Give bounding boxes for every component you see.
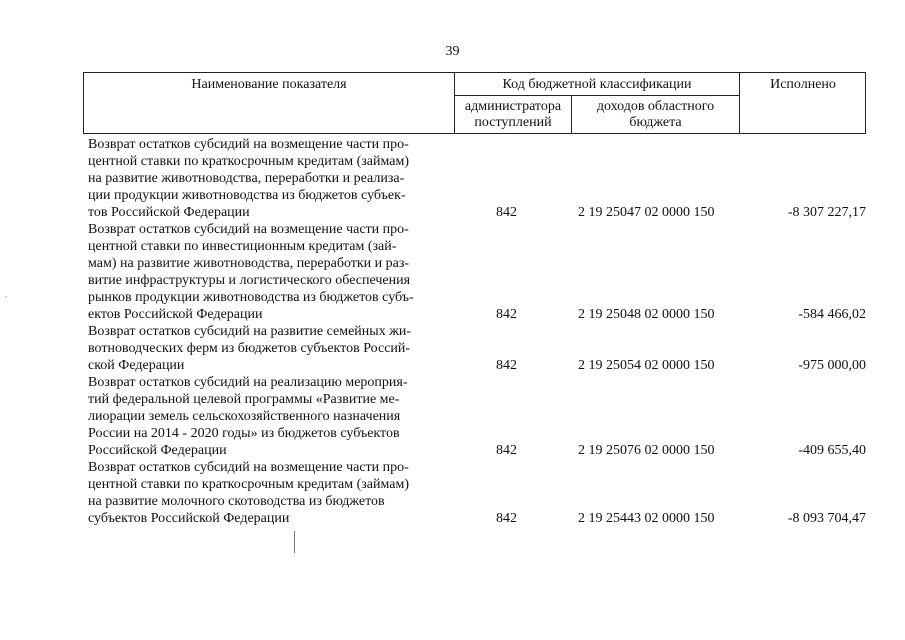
page-number: 39 xyxy=(445,44,460,59)
row-description: Возврат остатков субсидий на возмещение части про- центной ставки по краткосрочным кредитам (займам) на развитие животноводства, переработки и реализа- ции продукции животноводства из бюджетов субъек- тов Российской Федерации xyxy=(88,137,409,220)
row-income-code: 2 19 25443 02 0000 150 xyxy=(578,511,715,526)
row-admin-code: 842 xyxy=(496,307,517,322)
row-description: Возврат остатков субсидий на развитие семейных жи- вотноводческих ферм из бюджетов субъектов Россий- ской Федерации xyxy=(88,324,412,373)
header-divider xyxy=(739,73,740,133)
header-indicator-name: Наименование показателя xyxy=(191,77,347,92)
row-admin-code: 842 xyxy=(496,358,517,373)
header-admin-code: администратора поступлений xyxy=(464,99,562,130)
header-income-code: доходов областного бюджета xyxy=(596,99,715,130)
row-income-code: 2 19 25048 02 0000 150 xyxy=(578,307,715,322)
scan-artifact-line xyxy=(294,531,295,553)
row-admin-code: 842 xyxy=(496,443,517,458)
header-executed: Исполнено xyxy=(770,77,836,92)
row-executed-amount: -584 466,02 xyxy=(798,307,866,322)
table-row xyxy=(88,323,868,374)
table-row xyxy=(88,136,868,221)
row-executed-amount: -8 307 227,17 xyxy=(787,205,866,220)
row-income-code: 2 19 25047 02 0000 150 xyxy=(578,205,715,220)
row-description: Возврат остатков субсидий на возмещение части про- центной ставки по инвестиционным кредитам (зай- мам) на развитие животноводства, переработки и раз- витие инфраструктуры и логистического обеспечения рынков продукции животноводства из бюджетов субъ- ектов Российской Федерации xyxy=(88,222,414,322)
row-executed-amount: -8 093 704,47 xyxy=(787,511,866,526)
table-row xyxy=(88,221,868,323)
row-admin-code: 842 xyxy=(496,511,517,526)
row-executed-amount: -975 000,00 xyxy=(798,358,866,373)
row-admin-code: 842 xyxy=(496,205,517,220)
header-divider xyxy=(571,95,572,133)
table-body xyxy=(88,136,868,527)
row-description: Возврат остатков субсидий на реализацию мероприя- тий федеральной целевой программы «Развитие ме- лиорации земель сельскохозяйственного назначения России на 2014 - 2020 годы» из бюджетов субъектов Российской Федерации xyxy=(88,375,408,458)
header-divider xyxy=(455,95,739,96)
table-header xyxy=(83,72,866,134)
scan-artifact-dot xyxy=(5,296,7,297)
row-income-code: 2 19 25054 02 0000 150 xyxy=(578,358,715,373)
header-divider xyxy=(454,73,455,133)
row-executed-amount: -409 655,40 xyxy=(798,443,866,458)
table-row xyxy=(88,459,868,527)
row-income-code: 2 19 25076 02 0000 150 xyxy=(578,443,715,458)
row-description: Возврат остатков субсидий на возмещение части про- центной ставки по краткосрочным кредитам (займам) на развитие молочного скотоводства из бюджетов субъектов Российской Федерации xyxy=(88,460,409,526)
table-row xyxy=(88,374,868,459)
header-budget-code: Код бюджетной классификации xyxy=(502,77,692,92)
